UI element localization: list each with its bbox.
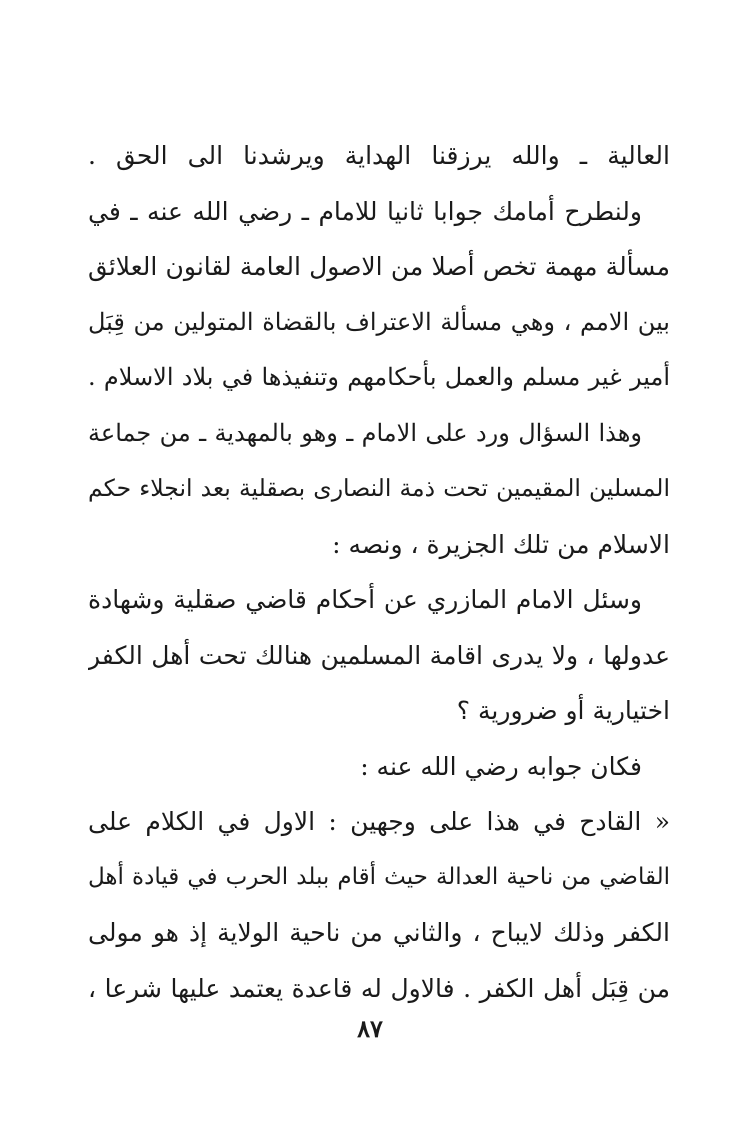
text-line-10: عدولها ، ولا يدرى اقامة المسلمين هنالك تحت أهل الكفر [88, 640, 670, 670]
text-line-9: وسئل الامام المازري عن أحكام قاضي صقلية وشهادة [88, 585, 642, 614]
page-number: ٨٧ [357, 1014, 383, 1043]
text-line-14: القاضي من ناحية العدالة حيث أقام ببلد الحرب في قيادة أهل [88, 863, 670, 890]
text-line-7: المسلين المقيمين تحت ذمة النصارى بصقلية بعد انجلاء حكم [88, 474, 670, 502]
text-line-6: وهذا السؤال ورد على الامام ـ وهو بالمهدية ـ من جماعة [88, 418, 642, 447]
text-line-4: بين الامم ، وهي مسألة الاعتراف بالقضاة المتولين من قِبَل [88, 307, 670, 336]
text-line-2: ولنطرح أمامك جوابا ثانيا للامام ـ رضي الله عنه ـ في [88, 196, 642, 226]
text-line-1: العالية ـ والله يرزقنا الهداية ويرشدنا الى الحق . [88, 141, 670, 170]
body-text [88, 128, 670, 1016]
text-line-16: من قِبَل أهل الكفر . فالاول له قاعدة يعتمد عليها شرعا ، [88, 973, 670, 1003]
text-line-5: أمير غير مسلم والعمل بأحكامهم وتنفيذها في بلاد الاسلام . [88, 363, 670, 391]
text-line-8: الاسلام من تلك الجزيرة ، ونصه : [332, 529, 670, 559]
text-line-15: الكفر وذلك لايباح ، والثاني من ناحية الولاية إذ هو مولى [88, 918, 670, 947]
text-line-11: اختيارية أو ضرورية ؟ [456, 696, 670, 725]
text-line-12: فكان جوابه رضي الله عنه : [360, 751, 642, 781]
text-line-3: مسألة مهمة تخص أصلا من الاصول العامة لقانون العلائق [88, 252, 670, 281]
text-line-13: « القادح في هذا على وجهين : الاول في الكلام على [88, 807, 670, 836]
